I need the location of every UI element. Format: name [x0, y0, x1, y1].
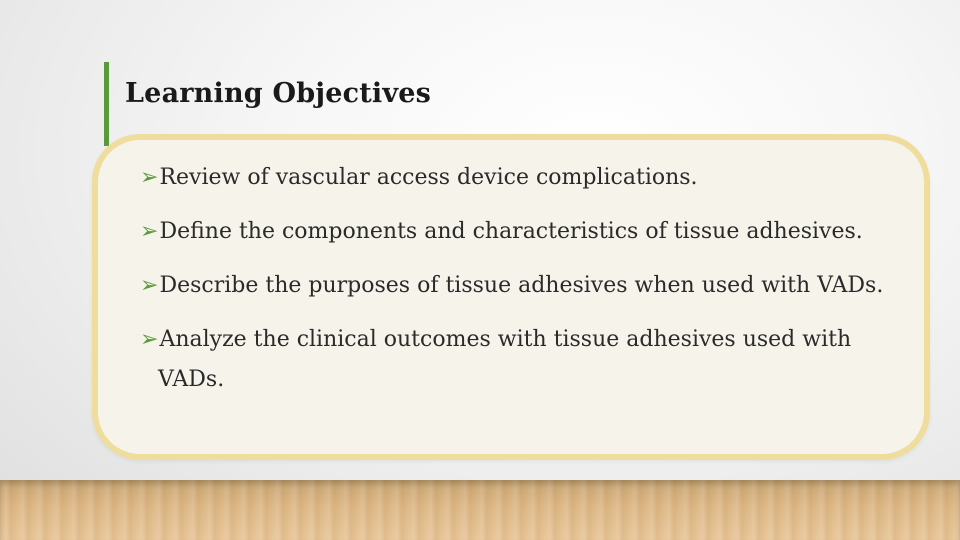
arrow-bullet-icon: ➢ [140, 327, 159, 352]
objective-item [140, 266, 900, 306]
objective-text: Describe the purposes of tissue adhesives when used with VADs. [159, 273, 884, 298]
arrow-bullet-icon: ➢ [140, 165, 159, 190]
wood-floor [0, 480, 960, 540]
arrow-bullet-icon: ➢ [140, 273, 159, 298]
objective-item [140, 212, 900, 252]
objective-text: Review of vascular access device complications. [159, 165, 698, 190]
slide-title: Learning Objectives [125, 78, 432, 109]
objective-item [140, 158, 900, 198]
objective-text: Define the components and characteristics of tissue adhesives. [159, 219, 863, 244]
title-accent-bar [104, 62, 109, 146]
objective-text: Analyze the clinical outcomes with tissue adhesives used with VADs. [158, 327, 852, 392]
arrow-bullet-icon: ➢ [140, 219, 159, 244]
objective-item [140, 320, 900, 400]
objectives-list [140, 158, 900, 414]
